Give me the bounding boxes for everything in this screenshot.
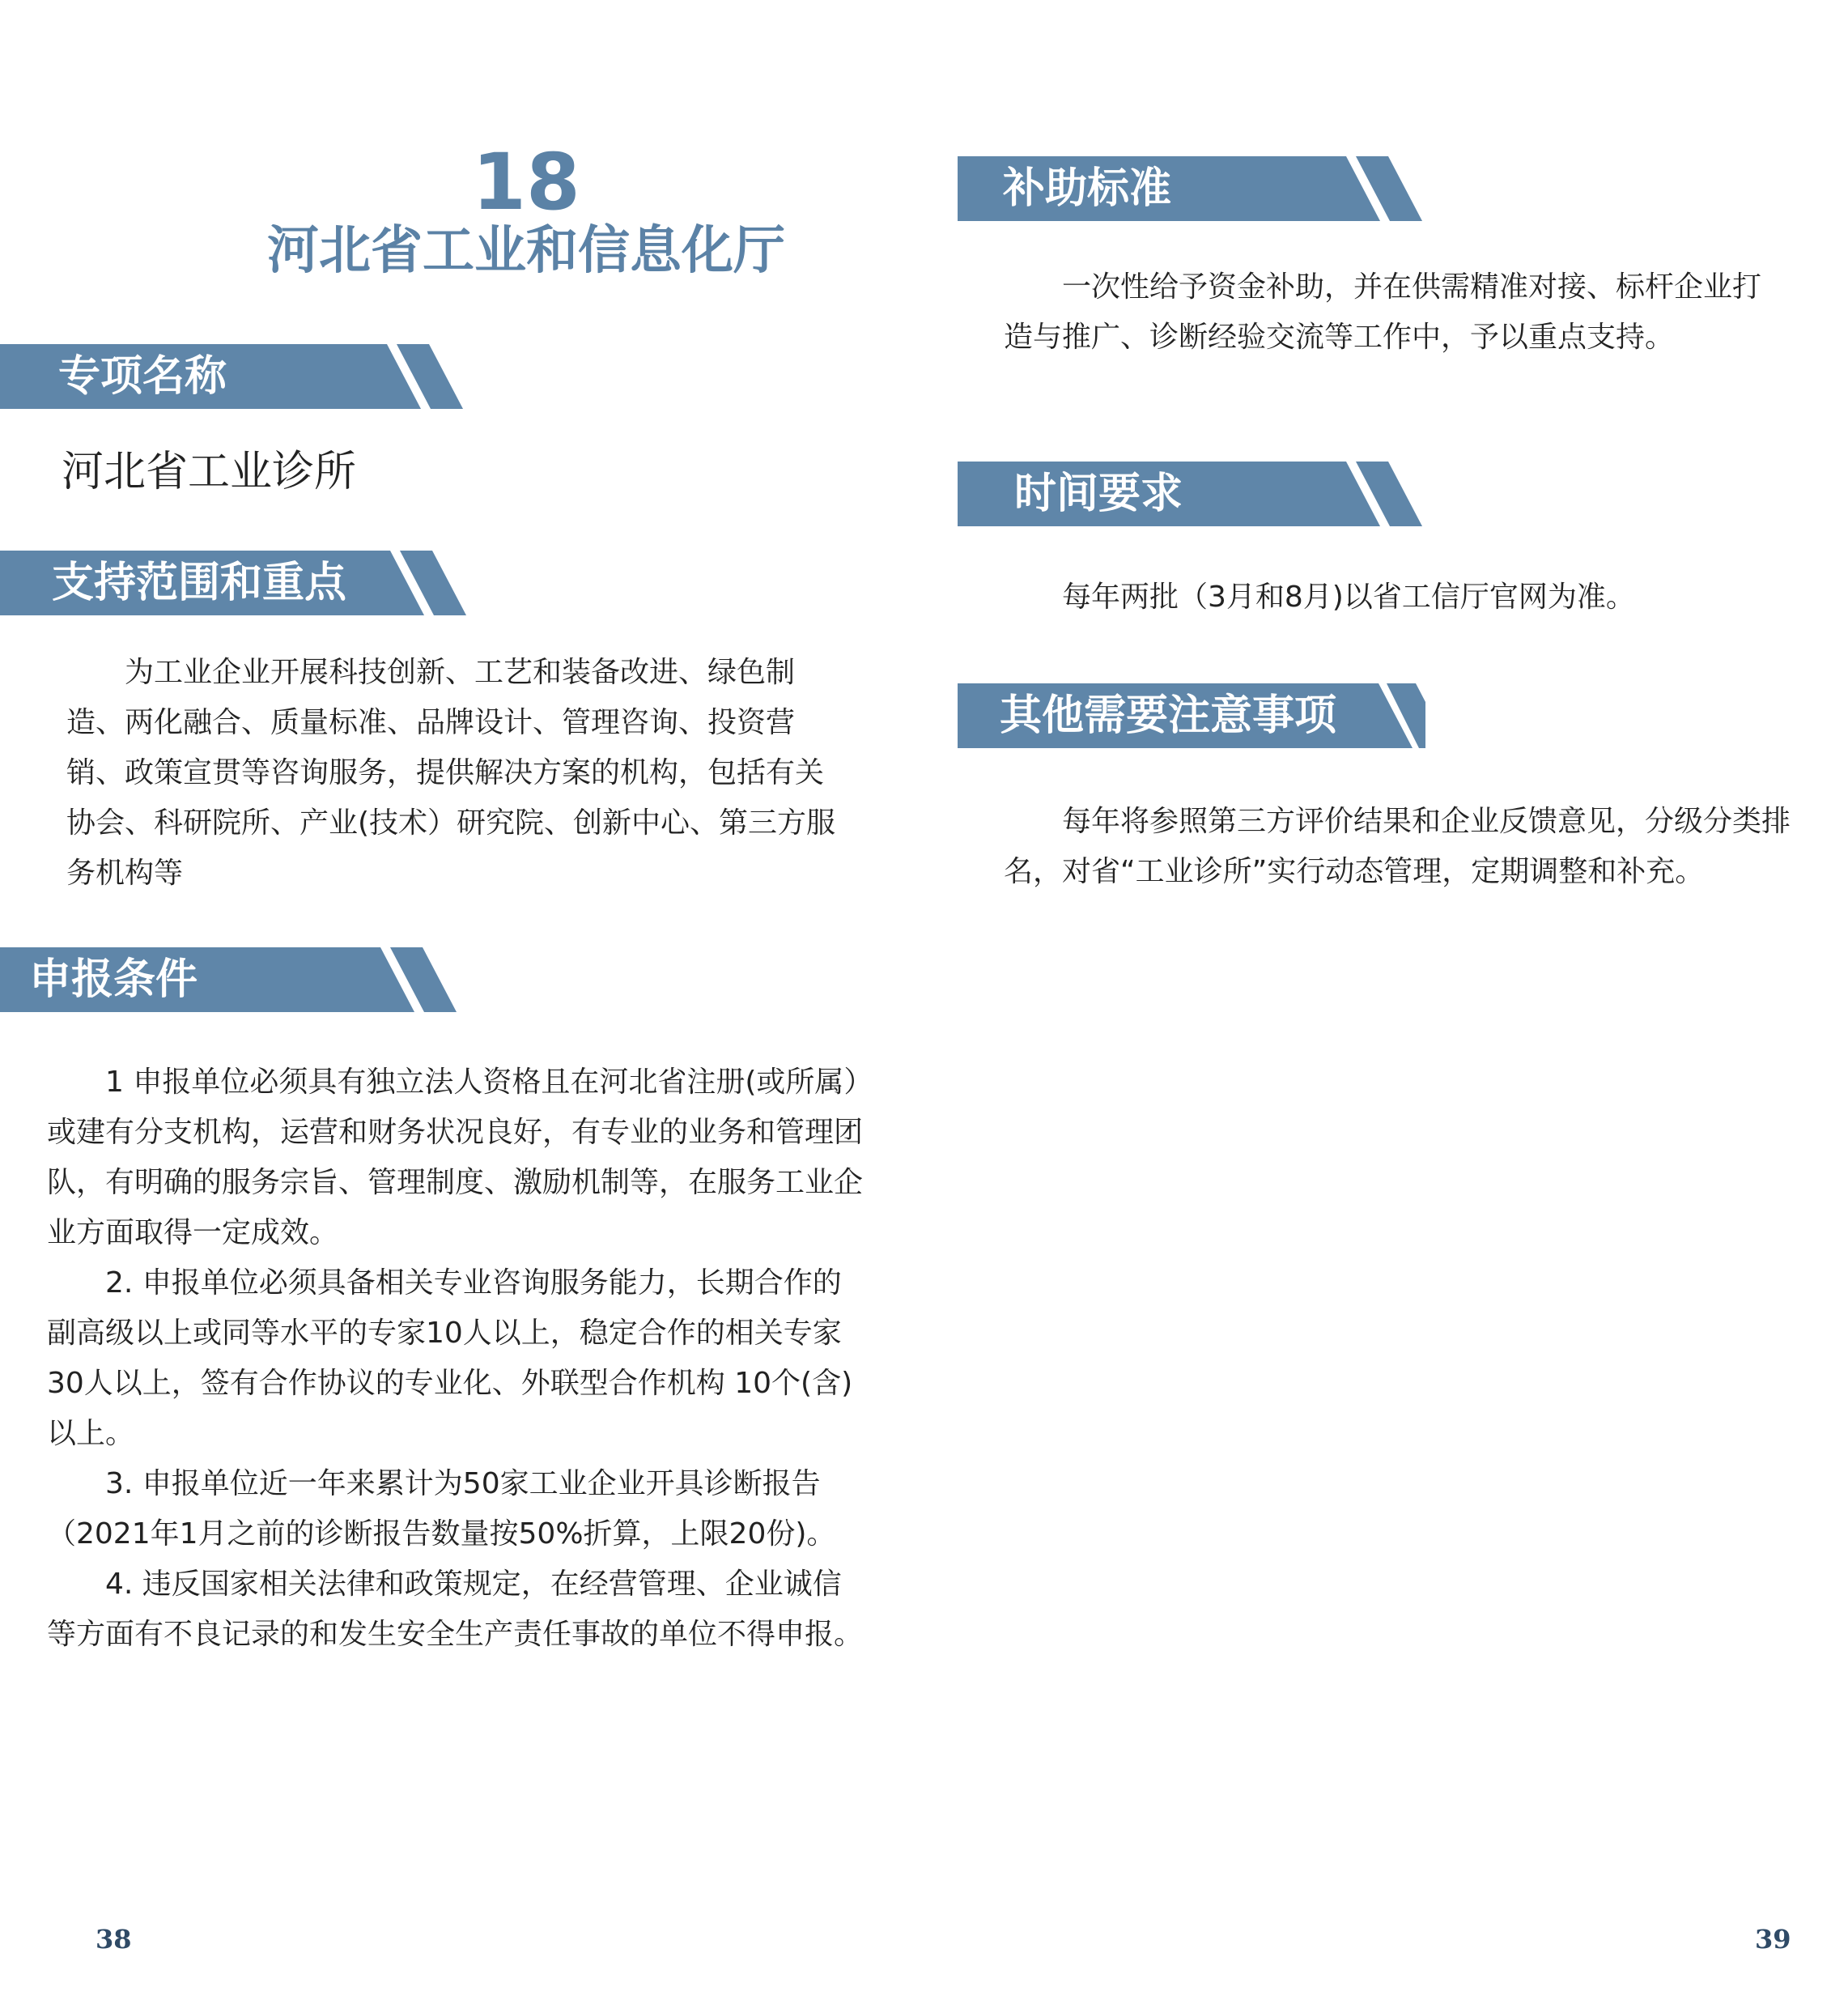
- banner-label: 支持范围和重点: [52, 559, 347, 607]
- condition-item: 1 申报单位必须具有独立法人资格且在河北省注册(或所属）或建有分支机构，运营和财务状况良好，有专业的业务和管理团队，有明确的服务宗旨、管理制度、激励机制等，在服务工业企业方面取得一定成效。: [47, 1066, 864, 1249]
- banner-label: 时间要求: [1014, 470, 1183, 518]
- condition-item: 2. 申报单位必须具备相关专业咨询服务能力，长期合作的副高级以上或同等水平的专家10人以上，稳定合作的相关专家30人以上，签有合作协议的专业化、外联型合作机构 10个(含)以上。: [47, 1266, 853, 1450]
- banner-conditions: [0, 947, 469, 1012]
- condition-item: 4. 违反国家相关法律和政策规定，在经营管理、企业诚信等方面有不良记录的和发生安全生产责任事故的单位不得申报。: [47, 1568, 864, 1651]
- banner-scope: [0, 551, 469, 615]
- subsidy-text: 一次性给予资金补助，并在供需精准对接、标杆企业打造与推广、诊断经验交流等工作中，予以重点支持。: [1004, 270, 1762, 354]
- banner-subsidy: [958, 156, 1427, 221]
- banner-label: 其他需要注意事项: [1000, 691, 1337, 740]
- subsidy-paragraph: [1004, 262, 1781, 363]
- banner-project-name: [0, 344, 469, 409]
- time-paragraph: [1004, 572, 1813, 623]
- banner-label: 申报条件: [29, 955, 198, 1004]
- other-paragraph: [1004, 797, 1797, 897]
- page-number-right: 39: [1755, 1924, 1791, 1955]
- banner-other: [958, 683, 1427, 748]
- section-number: 18: [472, 137, 580, 228]
- other-text: 每年将参照第三方评价结果和企业反馈意见，分级分类排名，对省“工业诊所”实行动态管理，定期调整和补充。: [1004, 805, 1791, 888]
- page-number-left: 38: [96, 1924, 132, 1955]
- banner-time: [958, 462, 1427, 526]
- scope-text: 为工业企业开展科技创新、工艺和装备改进、绿色制造、两化融合、质量标准、品牌设计、管理咨询、投资营销、政策宣贯等咨询服务，提供解决方案的机构，包括有关协会、科研院所、产业(技术）研究院、创新中心、第三方服务机构等: [66, 656, 836, 890]
- project-name: 河北省工业诊所: [62, 448, 357, 496]
- banner-label: 补助标准: [1003, 164, 1172, 213]
- time-text: 每年两批（3月和8月)以省工信厅官网为准。: [1062, 581, 1635, 614]
- condition-item: 3. 申报单位近一年来累计为50家工业企业开具诊断报告（2021年1月之前的诊断报告数量按50%折算，上限20份)。: [47, 1467, 836, 1551]
- conditions-list: [47, 1057, 866, 1660]
- scope-paragraph: [66, 648, 843, 899]
- page-title: 河北省工业和信息化厅: [267, 221, 785, 281]
- banner-label: 专项名称: [58, 352, 227, 401]
